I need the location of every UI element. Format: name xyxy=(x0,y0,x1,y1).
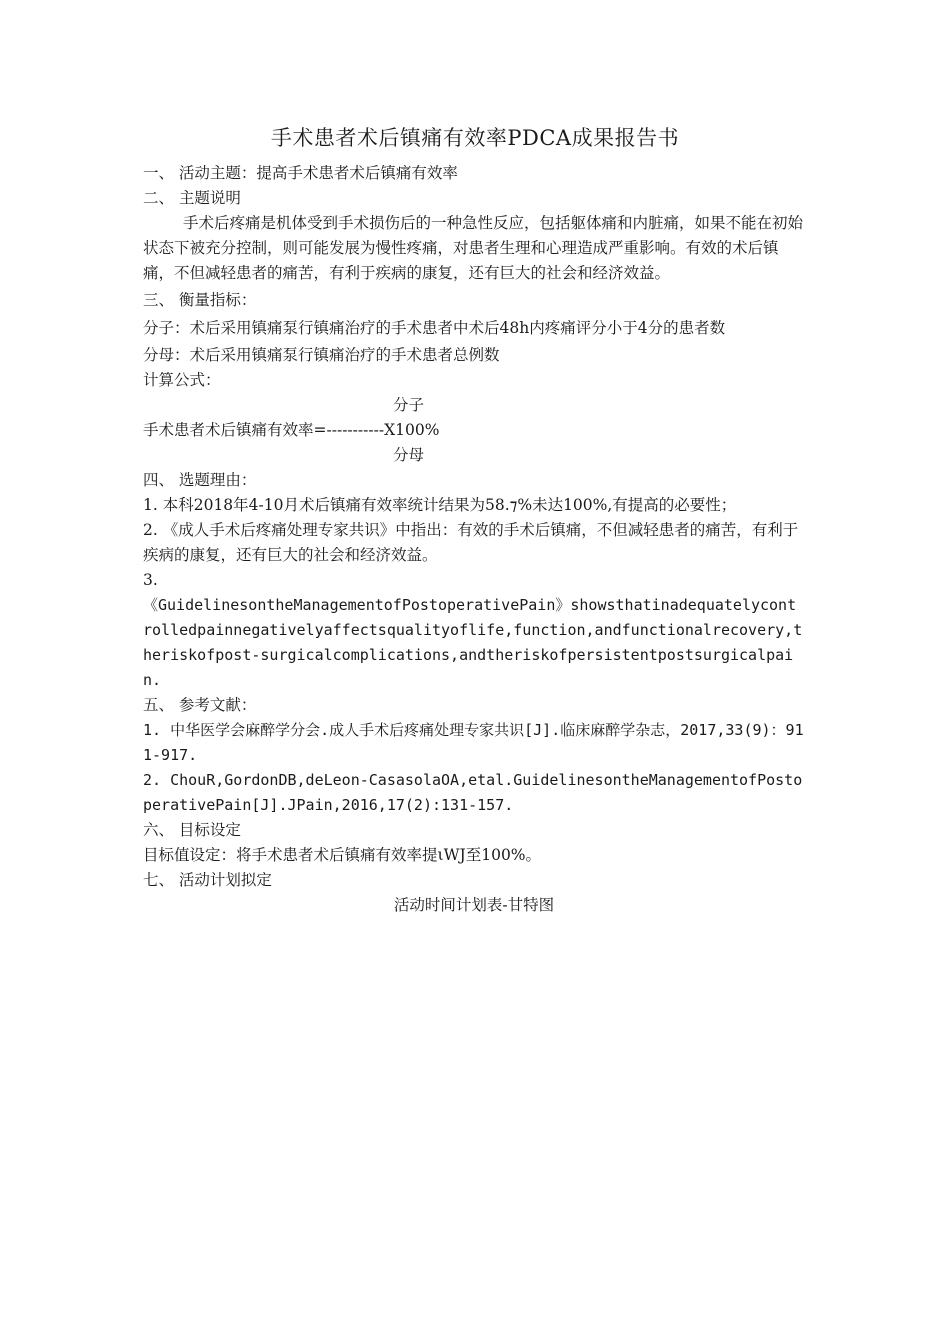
reason-1: 1. 本科2018年4-10月术后镇痛有效率统计结果为58.⁊%未达100%,有提高的必要性； xyxy=(143,496,737,514)
reason-3-number: 3. xyxy=(143,571,158,589)
document-body xyxy=(143,161,805,918)
reason-2: 2. 《成人手术后疼痛处理专家共识》中指出：有效的手术后镇痛，不但减轻患者的痛苦，有利于疾病的康复，还有巨大的社会和经济效益。 xyxy=(143,521,799,564)
reference-2: 2. ChouR,GordonDB,deLeon-CasasolaOA,etal.GuidelinesontheManagementofPostoperativePain[J].JPain,2016,17(2):131-157. xyxy=(143,771,803,814)
section-1-heading: 一、 活动主题：提高手术患者术后镇痛有效率 xyxy=(143,164,458,182)
gantt-caption: 活动时间计划表-甘特图 xyxy=(393,896,555,914)
reference-1: 1. 中华医学会麻醉学分会.成人手术后疼痛处理专家共识[J].临床麻醉学杂志，2017,33(9)：911-917. xyxy=(143,721,804,764)
formula-expression: 手术患者术后镇痛有效率=-----------X100% xyxy=(143,421,440,439)
section-7-heading: 七、 活动计划拟定 xyxy=(143,871,272,889)
section-2-heading: 二、 主题说明 xyxy=(143,189,241,207)
section-4-heading: 四、 选题理由： xyxy=(143,471,257,489)
section-6-heading: 六、 目标设定 xyxy=(143,821,241,839)
formula-numerator: 分子 xyxy=(393,396,425,414)
numerator-definition: 分子：术后采用镇痛泵行镇痛治疗的手术患者中术后48h内疼痛评分小于4分的患者数 xyxy=(143,319,726,337)
formula-label: 计算公式： xyxy=(143,371,221,389)
section-3-heading: 三、 衡量指标： xyxy=(143,291,257,309)
reason-3-text: 《GuidelinesontheManagementofPostoperativePain》showsthatinadequatelycontrolledpainnegativelyaffectsqualityoflife,function,andfunctionalrecovery,theriskofpost-surgicalcomplications,andtheriskofpersistentpostsurgicalpain. xyxy=(143,596,803,689)
denominator-definition: 分母：术后采用镇痛泵行镇痛治疗的手术患者总例数 xyxy=(143,346,500,364)
section-2-paragraph: 手术后疼痛是机体受到手术损伤后的一种急性反应，包括躯体痛和内脏痛，如果不能在初始状态下被充分控制，则可能发展为慢性疼痛，对患者生理和心理造成严重影响。有效的术后镇痛，不但减轻患者的痛苦，有利于疾病的康复，还有巨大的社会和经济效益。 xyxy=(143,214,804,282)
goal-setting: 目标值设定：将手术患者术后镇痛有效率提ιWJ至100%。 xyxy=(143,846,542,864)
formula-denominator: 分母 xyxy=(393,446,425,464)
document-title: 手术患者术后镇痛有效率PDCA成果报告书 xyxy=(270,126,680,150)
section-5-heading: 五、 参考文献： xyxy=(143,696,257,714)
